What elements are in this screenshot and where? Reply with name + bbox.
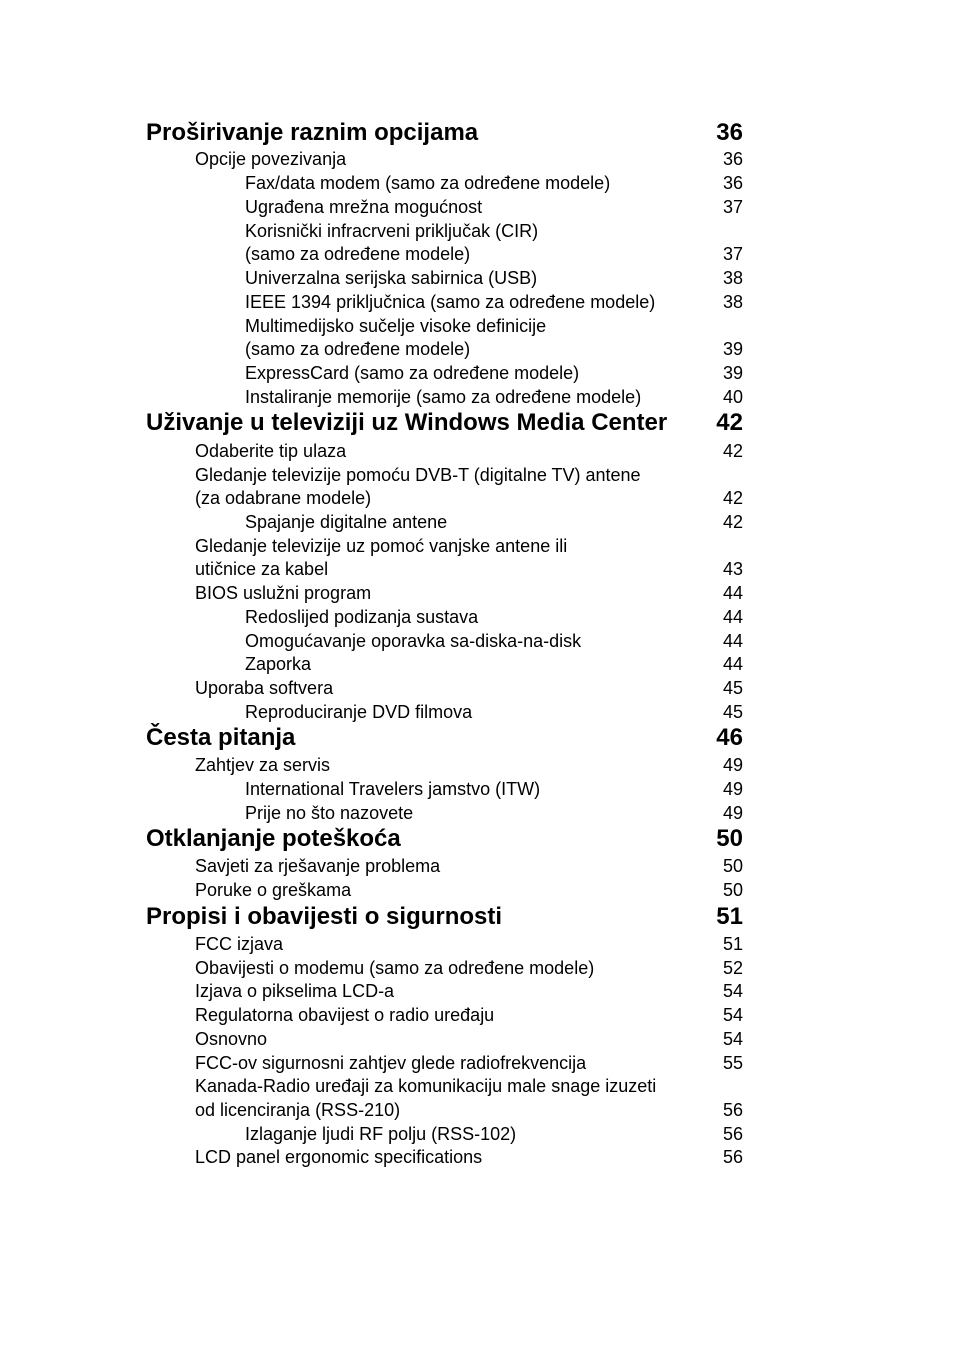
toc-entry-page: 39 [722,363,743,383]
toc-entry-page: 43 [722,559,743,579]
toc-entry-title: Osnovno [195,1029,268,1049]
toc-entry-page: 51 [722,934,743,954]
toc-entry-title: Kanada-Radio uređaji za komunikaciju male snage izuzeti [195,1076,657,1096]
toc-entry-page: 37 [722,197,743,217]
toc-entry-title: Korisnički infracrveni priključak (CIR) [245,221,539,241]
toc-entry-page: 42 [722,441,743,461]
toc-entry-title: Prije no što nazovete [245,803,414,823]
toc-entry-title: BIOS uslužni program [195,583,372,603]
toc-entry-page: 55 [722,1053,743,1073]
toc-entry-title: Opcije povezivanja [195,149,347,169]
toc-entry-title: Fax/data modem (samo za određene modele) [245,173,611,193]
toc-entry-page: 51 [716,903,743,930]
toc-entry-page: 52 [722,958,743,978]
toc-entry-title: utičnice za kabel [195,559,329,579]
toc-entry-page: 49 [722,803,743,823]
toc-entry-title: Odaberite tip ulaza [195,441,347,461]
toc-entry-page: 42 [716,409,743,436]
toc-entry-title: Gledanje televizije uz pomoć vanjske antene ili [195,536,568,556]
toc-entry-title: FCC izjava [195,934,284,954]
toc-entry-title: Reproduciranje DVD filmova [245,702,473,722]
toc-entry-title: IEEE 1394 priključnica (samo za određene modele) [245,292,656,312]
toc-entry-page: 50 [722,856,743,876]
toc-entry-page: 49 [722,779,743,799]
toc-entry-page: 54 [722,1005,743,1025]
toc-entry-page: 37 [722,244,743,264]
toc-entry-title: Univerzalna serijska sabirnica (USB) [245,268,538,288]
toc-entry-title: Propisi i obavijesti o sigurnosti [146,903,503,930]
toc-entry-title: Uživanje u televiziji uz Windows Media Center [146,409,668,436]
toc-entry-title: FCC-ov sigurnosni zahtjev glede radiofrekvencija [195,1053,587,1073]
toc-entry-title: Obavijesti o modemu (samo za određene modele) [195,958,595,978]
toc-entry-page: 44 [722,607,743,627]
toc-entry-title: ExpressCard (samo za određene modele) [245,363,580,383]
toc-entry-title: Savjeti za rješavanje problema [195,856,441,876]
toc-entry-title: Uporaba softvera [195,678,334,698]
toc-entry-page: 38 [722,268,743,288]
toc-entry-page: 56 [722,1100,743,1120]
toc-entry-title: Spajanje digitalne antene [245,512,448,532]
toc-entry-page: 42 [722,488,743,508]
toc-entry-title: Omogućavanje oporavka sa-diska-na-disk [245,631,582,651]
toc-entry-page: 44 [722,583,743,603]
toc-entry-title: Poruke o greškama [195,880,352,900]
toc-entry-title: Izjava o pikselima LCD-a [195,981,395,1001]
toc-entry-page: 40 [722,387,743,407]
toc-entry-page: 56 [722,1147,743,1167]
toc-entry-page: 42 [722,512,743,532]
toc-entry-page: 39 [722,339,743,359]
toc-entry-title: Instaliranje memorije (samo za određene modele) [245,387,642,407]
toc-entry-title: Regulatorna obavijest o radio uređaju [195,1005,495,1025]
toc-entry-title: Proširivanje raznim opcijama [146,119,479,146]
toc-entry-title: Multimedijsko sučelje visoke definicije [245,316,547,336]
toc-entry-page: 45 [722,678,743,698]
toc-entry-title: International Travelers jamstvo (ITW) [245,779,541,799]
toc-entry-page: 54 [722,1029,743,1049]
toc-entry-page: 50 [716,825,743,852]
toc-entry-page: 36 [722,149,743,169]
toc-entry-title: (za odabrane modele) [195,488,372,508]
toc-entry-title: (samo za određene modele) [245,339,471,359]
toc-entry-title: Zahtjev za servis [195,755,331,775]
toc-entry-page: 38 [722,292,743,312]
toc-entry-page: 56 [722,1124,743,1144]
toc-entry-page: 44 [722,631,743,651]
toc-entry-page: 36 [716,119,743,146]
toc-entry-title: (samo za određene modele) [245,244,471,264]
toc-entry-title: Gledanje televizije pomoću DVB-T (digitalne TV) antene [195,465,641,485]
toc-entry-page: 50 [722,880,743,900]
toc-entry-page: 49 [722,755,743,775]
toc-entry-title: LCD panel ergonomic specifications [195,1147,483,1167]
toc-entry-page: 36 [722,173,743,193]
toc-entry-page: 46 [716,724,743,751]
toc-entry-title: Česta pitanja [146,724,296,751]
toc-entry-title: Redoslijed podizanja sustava [245,607,479,627]
toc-entry-page: 44 [722,654,743,674]
toc-entry-page: 45 [722,702,743,722]
toc-entry-page: 54 [722,981,743,1001]
toc-entry-title: Ugrađena mrežna mogućnost [245,197,483,217]
toc-entry-title: od licenciranja (RSS-210) [195,1100,401,1120]
toc-entry-title: Zaporka [245,654,312,674]
toc-entry-title: Izlaganje ljudi RF polju (RSS-102) [245,1124,517,1144]
toc-entry-title: Otklanjanje poteškoća [146,825,401,852]
